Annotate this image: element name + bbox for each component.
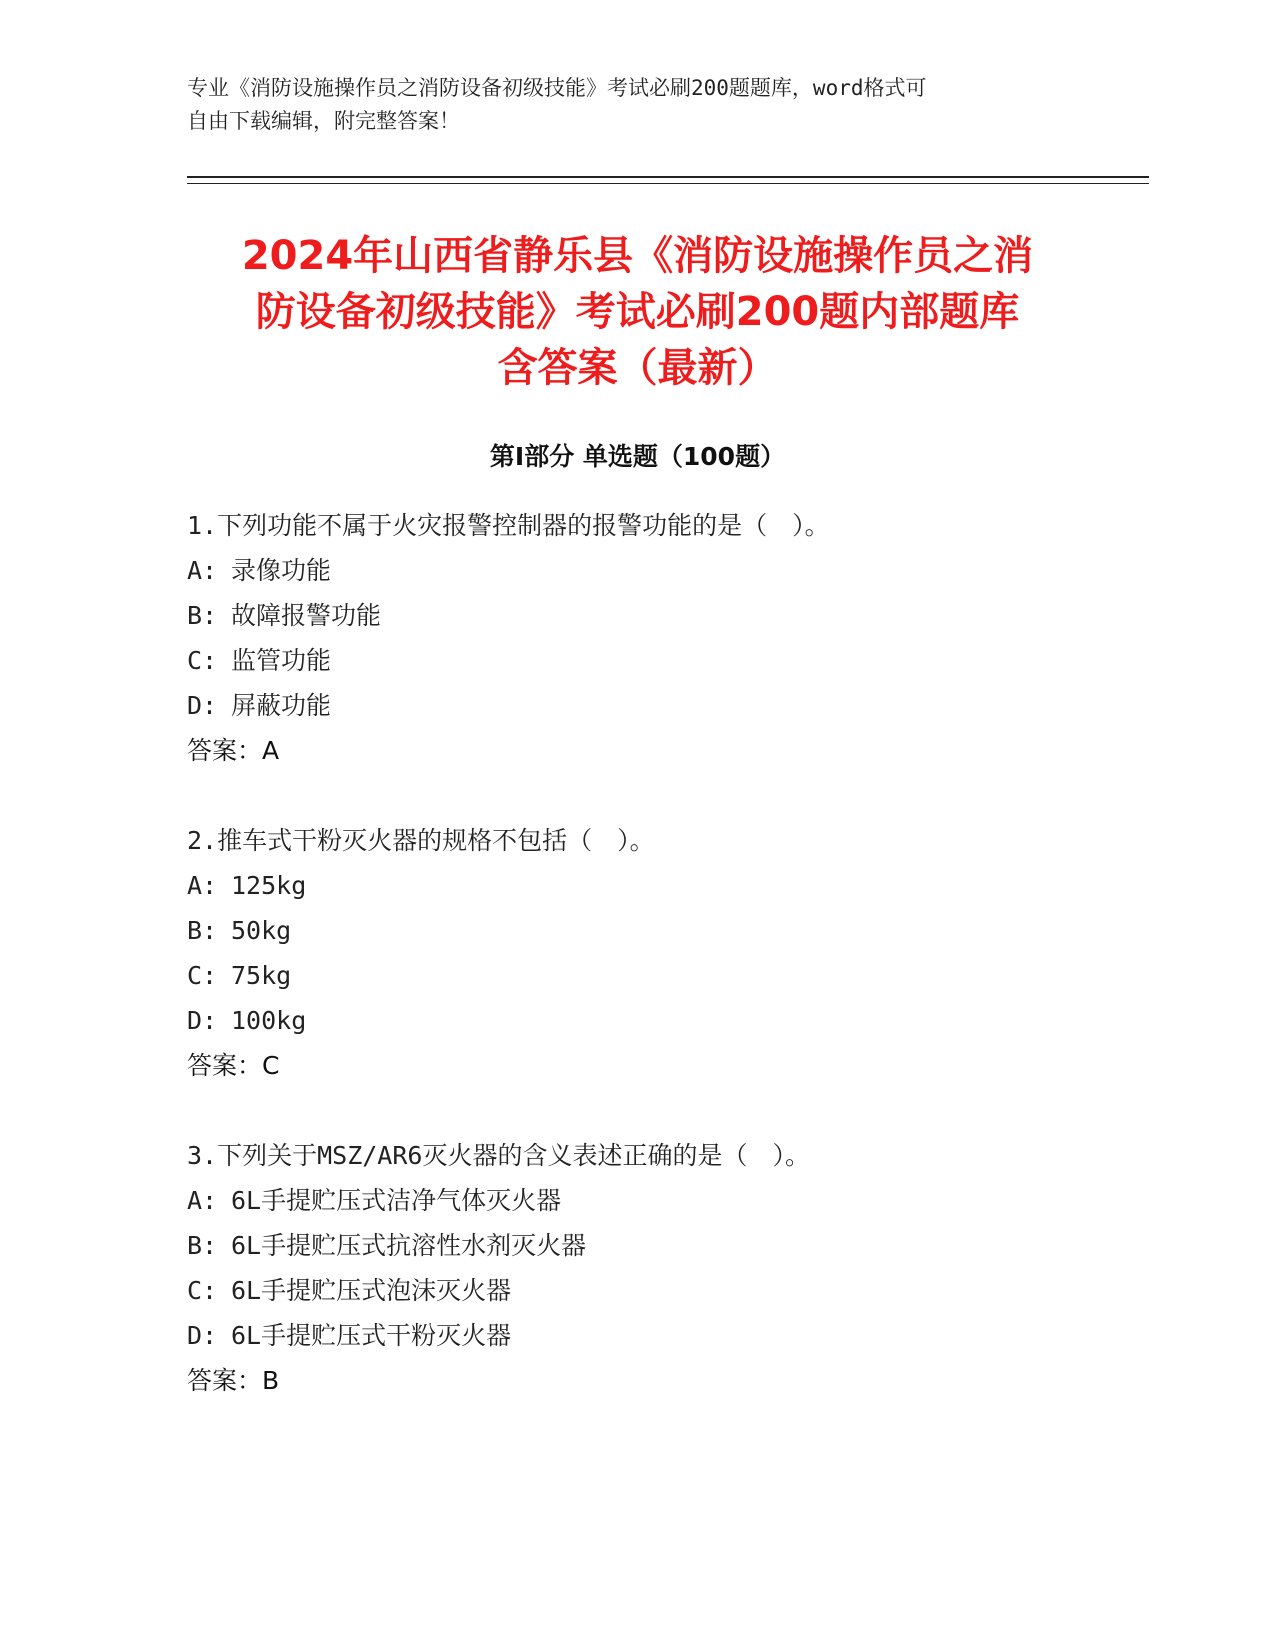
- option-a: [187, 548, 1137, 593]
- document-title-line-2: 防设备初级技能》考试必刷200题内部题库: [255, 289, 1020, 335]
- option-d: [187, 683, 1137, 728]
- question-1: [187, 503, 1137, 773]
- answer-line: 答案：C: [187, 1051, 280, 1080]
- option-key: D:: [187, 691, 218, 720]
- header-note: [187, 72, 1067, 138]
- option-b: [187, 1223, 1137, 1268]
- question-stem: 1.下列功能不属于火灾报警控制器的报警功能的是（ ）。: [187, 511, 830, 540]
- option-d: [187, 1313, 1137, 1358]
- option-text: 50kg: [231, 916, 292, 945]
- option-text: 录像功能: [231, 556, 332, 585]
- header-note-line-2: 自由下载编辑，附完整答案！: [187, 109, 460, 133]
- option-key: A:: [187, 1186, 218, 1215]
- option-key: B:: [187, 916, 218, 945]
- header-divider-thick: [187, 176, 1149, 178]
- option-text: 6L手提贮压式抗溶性水剂灭火器: [231, 1231, 587, 1260]
- option-text: 75kg: [231, 961, 292, 990]
- document-title: [150, 228, 1125, 396]
- option-c: [187, 638, 1137, 683]
- document-title-line-1: 2024年山西省静乐县《消防设施操作员之消: [241, 233, 1034, 279]
- option-key: C:: [187, 646, 218, 675]
- option-c: [187, 953, 1137, 998]
- option-key: B:: [187, 1231, 218, 1260]
- option-text: 6L手提贮压式泡沫灭火器: [231, 1276, 512, 1305]
- option-text: 6L手提贮压式干粉灭火器: [231, 1321, 512, 1350]
- question-3: [187, 1133, 1137, 1403]
- option-key: A:: [187, 556, 218, 585]
- question-2: [187, 818, 1137, 1088]
- option-text: 故障报警功能: [231, 601, 382, 630]
- question-stem: 3.下列关于MSZ/AR6灭火器的含义表述正确的是（ ）。: [187, 1141, 810, 1170]
- document-title-line-3: 含答案（最新）: [497, 345, 778, 391]
- option-b: [187, 908, 1137, 953]
- question-stem: 2.推车式干粉灭火器的规格不包括（ ）。: [187, 826, 655, 855]
- option-text: 监管功能: [231, 646, 332, 675]
- option-text: 6L手提贮压式洁净气体灭火器: [231, 1186, 562, 1215]
- option-a: [187, 863, 1137, 908]
- option-key: D:: [187, 1321, 218, 1350]
- header-note-line-1: 专业《消防设施操作员之消防设备初级技能》考试必刷200题题库，word格式可: [187, 76, 927, 100]
- option-text: 屏蔽功能: [231, 691, 332, 720]
- option-key: C:: [187, 1276, 218, 1305]
- option-key: C:: [187, 961, 218, 990]
- header-divider-thin: [187, 183, 1149, 184]
- option-b: [187, 593, 1137, 638]
- option-d: [187, 998, 1137, 1043]
- answer-line: 答案：B: [187, 1366, 280, 1395]
- option-c: [187, 1268, 1137, 1313]
- option-key: D:: [187, 1006, 218, 1035]
- section-heading: 第Ⅰ部分 单选题（100题）: [489, 442, 786, 471]
- option-text: 125kg: [231, 871, 307, 900]
- option-a: [187, 1178, 1137, 1223]
- option-key: B:: [187, 601, 218, 630]
- answer-line: 答案：A: [187, 736, 280, 765]
- option-key: A:: [187, 871, 218, 900]
- option-text: 100kg: [231, 1006, 307, 1035]
